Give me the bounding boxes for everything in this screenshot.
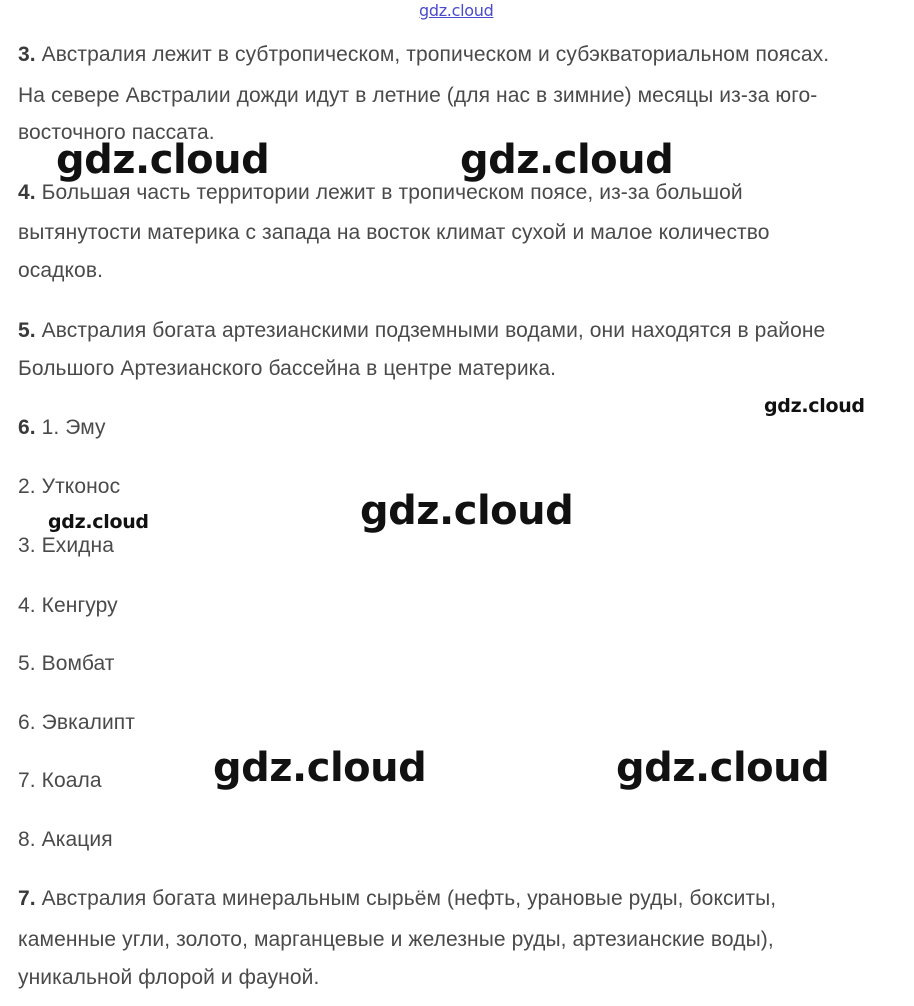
answer-6-text-1: 1. Эму — [41, 416, 106, 439]
answer-6-item-7: 7. Коала — [18, 769, 102, 792]
answer-3-line-3: восточного пассата. — [18, 121, 215, 144]
answer-7-number: 7. — [18, 887, 36, 910]
answer-7-line-3: уникальной флорой и фауной. — [18, 966, 320, 989]
watermark-1: gdz.cloud — [56, 137, 270, 183]
answer-6-item-3: 3. Ехидна — [18, 534, 115, 557]
answer-4-text-1: Большая часть территории лежит в тропическом поясе, из-за большой — [41, 181, 743, 204]
answer-3-number: 3. — [18, 43, 36, 66]
answer-4-line-3: осадков. — [18, 259, 104, 282]
answer-5-line-1 — [18, 319, 825, 343]
watermark-4: gdz.cloud — [360, 488, 574, 534]
answer-7-line-1 — [18, 887, 776, 911]
answer-5-line-2: Большого Артезианского бассейна в центре материка. — [18, 357, 557, 380]
watermark-7: gdz.cloud — [616, 745, 830, 791]
answer-4-number: 4. — [18, 181, 36, 204]
answer-5-text-1: Австралия богата артезианскими подземными водами, они находятся в районе — [41, 319, 826, 342]
answer-3-text-1: Австралия лежит в субтропическом, тропическом и субэкваториальном поясах. — [41, 43, 830, 66]
watermark-3: gdz.cloud — [764, 395, 865, 417]
answer-6-item-1 — [18, 416, 106, 440]
answer-6-item-5: 5. Вомбат — [18, 652, 115, 675]
watermark-2: gdz.cloud — [460, 137, 674, 183]
answer-4-line-1 — [18, 181, 743, 205]
answer-5-number: 5. — [18, 319, 36, 342]
answer-6-item-2: 2. Утконос — [18, 475, 121, 498]
answer-7-text-1: Австралия богата минеральным сырьём (нефть, урановые руды, бокситы, — [41, 887, 777, 910]
watermark-top: gdz.cloud — [419, 1, 494, 20]
watermark-5: gdz.cloud — [48, 511, 149, 533]
answer-7-line-2: каменные угли, золото, марганцевые и железные руды, артезианские воды), — [18, 928, 774, 951]
answer-6-item-8: 8. Акация — [18, 828, 113, 851]
answer-6-item-4: 4. Кенгуру — [18, 594, 118, 617]
answer-3-line-1 — [18, 43, 829, 67]
answer-6-item-6: 6. Эвкалипт — [18, 711, 135, 734]
answer-6-number: 6. — [18, 416, 36, 439]
answer-4-line-2: вытянутости материка с запада на восток климат сухой и малое количество — [18, 221, 770, 244]
answer-3-line-2: На севере Австралии дожди идут в летние (для нас в зимние) месяцы из-за юго- — [18, 84, 818, 107]
watermark-6: gdz.cloud — [213, 745, 427, 791]
